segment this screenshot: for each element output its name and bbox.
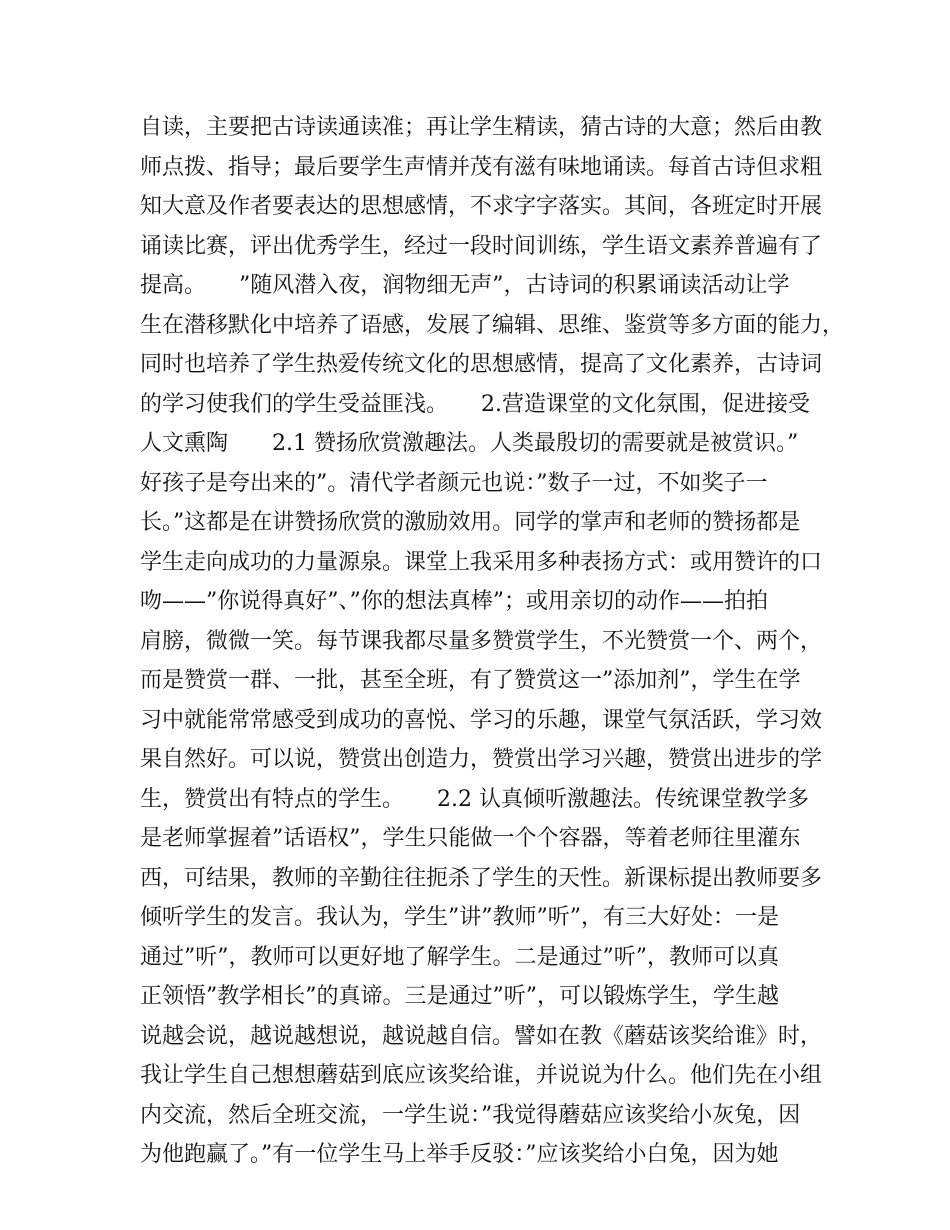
text-line: 我让学生自己想想蘑菇到底应该奖给谁，并说说为什么。他们先在小组 [140, 1063, 823, 1088]
text-line: 诵读比赛，评出优秀学生，经过一段时间训练，学生语文素养普遍有了 [140, 233, 823, 259]
text-line: 内交流，然后全班交流，一学生说：”我觉得蘑菇应该奖给小灰兔，因 [140, 1102, 801, 1128]
text-line: 生，赞赏出有特点的学生。 2.2 认真倾听激趣法。传统课堂教学多 [140, 786, 809, 812]
text-line: 师点拨、指导；最后要学生声情并茂有滋有味地诵读。每首古诗但求粗 [140, 154, 823, 180]
text-line: 学生走向成功的力量源泉。课堂上我采用多种表扬方式：或用赞许的口 [140, 549, 823, 575]
text-line: 正领悟”教学相长”的真谛。三是通过”听”，可以锻炼学生，学生越 [140, 984, 779, 1009]
text-line: 果自然好。可以说，赞赏出创造力，赞赏出学习兴趣，赞赏出进步的学 [140, 747, 823, 772]
text-line: 同时也培养了学生热爱传统文化的思想感情，提高了文化素养，古诗词 [140, 352, 823, 377]
text-line: 生在潜移默化中培养了语感，发展了编辑、思维、鉴赏等多方面的能力， [140, 312, 845, 338]
text-line: 好孩子是夸出来的”。清代学者颜元也说：”数子一过，不如奖子一 [140, 470, 768, 496]
text-line: 自读，主要把古诗读通读准；再让学生精读，猜古诗的大意；然后由教 [140, 115, 823, 140]
text-line: 吻——”你说得真好”、”你的想法真棒”；或用亲切的动作——拍拍 [140, 589, 768, 614]
text-line: 是老师掌握着”话语权”，学生只能做一个个容器，等着老师往里灌东 [140, 826, 801, 851]
body-text [140, 108, 845, 1175]
text-line: 通过”听”，教师可以更好地了解学生。二是通过”听”，教师可以真 [140, 944, 779, 970]
text-line: 人文熏陶 2.1 赞扬欣赏激趣法。人类最殷切的需要就是被赏识。” [140, 431, 799, 456]
text-line: 倾听学生的发言。我认为，学生”讲”教师”听”，有三大好处：一是 [140, 905, 779, 930]
text-line: 肩膀，微微一笑。每节课我都尽量多赞赏学生，不光赞赏一个、两个， [140, 628, 823, 654]
text-line: 而是赞赏一群、一批，甚至全班，有了赞赏这一”添加剂”，学生在学 [140, 668, 801, 693]
text-line: 说越会说，越说越想说，越说越自信。譬如在教《蘑菇该奖给谁》时， [140, 1023, 823, 1049]
text-line: 的学习使我们的学生受益匪浅。 2.营造课堂的文化氛围，促进接受 [140, 391, 810, 417]
text-line: 提高。 ”随风潜入夜，润物细无声”，古诗词的积累诵读活动让学 [140, 273, 790, 298]
text-line: 习中就能常常感受到成功的喜悦、学习的乐趣，课堂气氛活跃，学习效 [140, 707, 823, 733]
text-line: 知大意及作者要表达的思想感情，不求字字落实。其间，各班定时开展 [140, 194, 823, 219]
text-line: 为他跑赢了。”有一位学生马上举手反驳：”应该奖给小白兔，因为她 [140, 1142, 779, 1167]
text-line: 长。”这都是在讲赞扬欣赏的激励效用。同学的掌声和老师的赞扬都是 [140, 510, 801, 535]
text-line: 西，可结果，教师的辛勤往往扼杀了学生的天性。新课标提出教师要多 [140, 865, 823, 891]
